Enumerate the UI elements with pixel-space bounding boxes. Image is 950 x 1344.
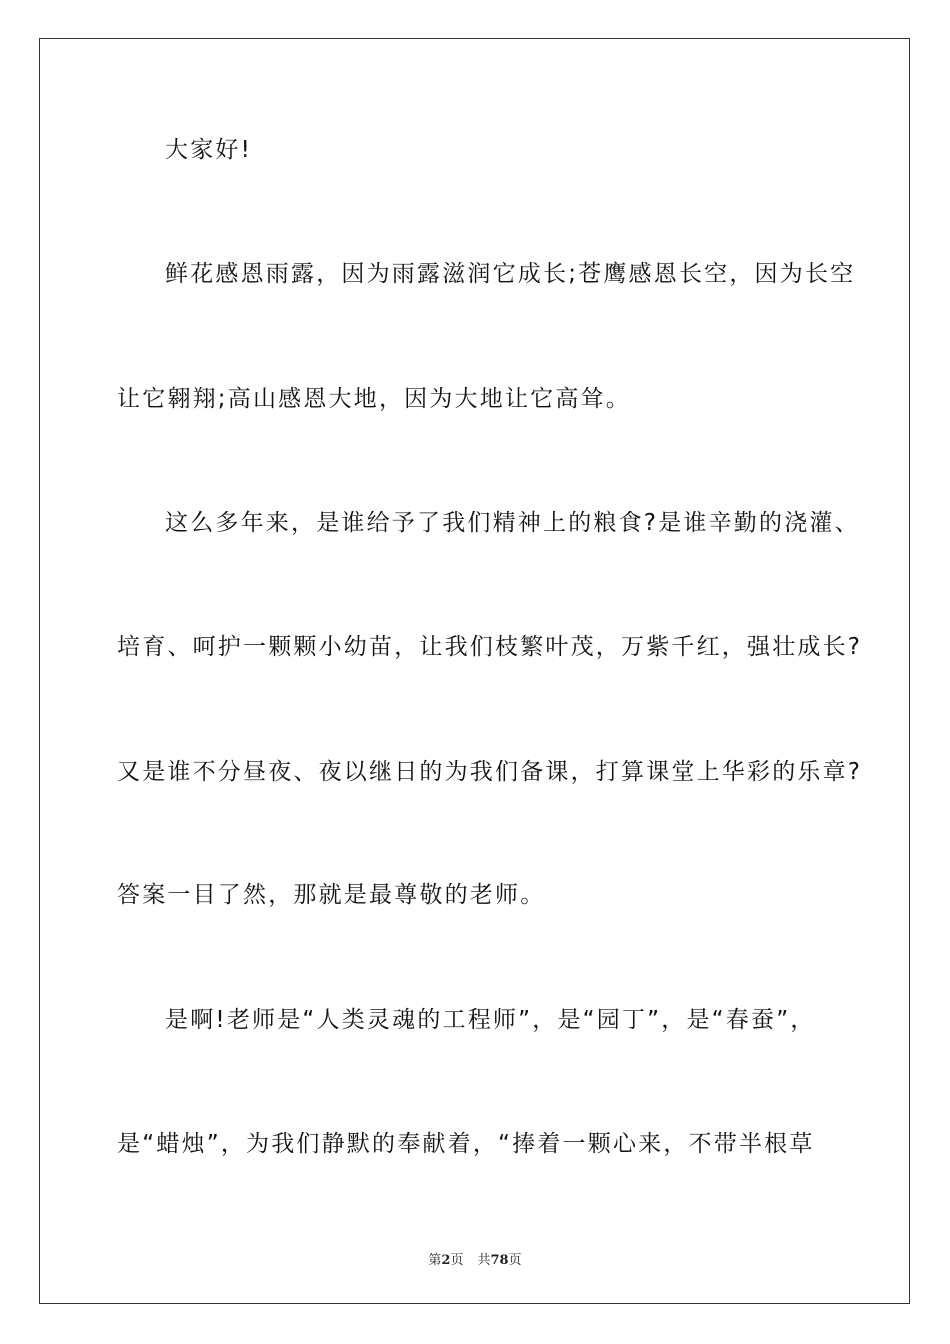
page-border [39,38,910,1304]
total-prefix: 共 [477,1253,491,1268]
page-suffix: 页 [450,1253,464,1268]
paragraph-line: 鲜花感恩雨露，因为雨露滋润它成长;苍鹰感恩长空，因为长空 [165,261,856,287]
page-number: 2 [441,1253,451,1268]
paragraph-line: 这么多年来，是谁给予了我们精神上的粮食?是谁辛勤的浇灌、 [165,510,860,536]
page-prefix: 第 [428,1253,442,1268]
paragraph-line: 答案一目了然，那就是最尊敬的老师。 [117,882,546,908]
paragraph-greeting: 大家好! [165,137,253,163]
total-suffix: 页 [508,1253,522,1268]
paragraph-line: 又是谁不分昼夜、夜以继日的为我们备课，打算课堂上华彩的乐章? [117,759,863,785]
page-footer [0,1249,950,1268]
total-pages: 78 [490,1253,509,1268]
paragraph-line: 是“蜡烛”，为我们静默的奉献着，“捧着一颗心来，不带半根草 [117,1131,815,1157]
paragraph-line: 培育、呵护一颗颗小幼苗，让我们枝繁叶茂，万紫千红，强壮成长? [117,634,863,660]
paragraph-line: 让它翱翔;高山感恩大地，因为大地让它高耸。 [117,386,631,412]
paragraph-line: 是啊!老师是“人类灵魂的工程师”，是“园丁”，是“春蚕”， [165,1007,816,1033]
